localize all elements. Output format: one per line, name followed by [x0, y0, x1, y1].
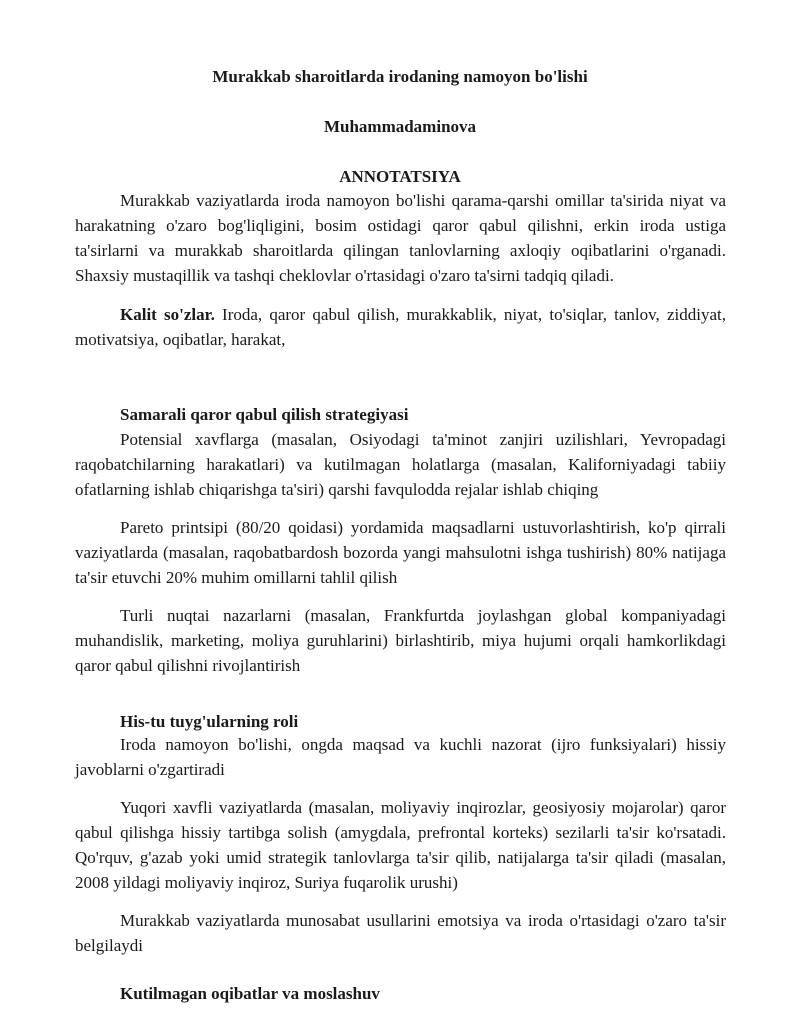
abstract-heading: ANNOTATSIYA: [339, 167, 461, 186]
section-strategy-paragraph-2: Pareto printsipi (80/20 qoidasi) yordamida maqsadlarni ustuvorlashtirish, ko'p qirrali vaziyatlarda (masalan, raqobatbardosh bozorda yangi mahsulotni ishga tushirish) 80% natijaga ta'sir etuvchi 20% muhim omillarni tahlil qilish: [75, 518, 726, 587]
section-emotions-paragraph-3: Murakkab vaziyatlarda munosabat usullarini emotsiya va iroda o'rtasidagi o'zaro ta'sir belgilaydi: [75, 911, 726, 955]
section-heading-consequences: Kutilmagan oqibatlar va moslashuv: [120, 984, 380, 1003]
paper-title: Murakkab sharoitlarda irodaning namoyon bo'lishi: [212, 67, 588, 86]
keywords-text: Iroda, qaror qabul qilish, murakkablik, niyat, to'siqlar, tanlov, ziddiyat, motivatsiya, oqibatlar, harakat,: [75, 305, 726, 349]
section-strategy-paragraph-1: Potensial xavflarga (masalan, Osiyodagi ta'minot zanjiri uzilishlari, Yevropadagi raqobatchilarning harakatlari) va kutilmagan holatlarga (masalan, Kaliforniyadagi tabiiy ofatlarning ishlab chiqarishga ta'siri) qarshi favqulodda rejalar ishlab chiqing: [75, 430, 726, 499]
section-emotions-paragraph-2: Yuqori xavfli vaziyatlarda (masalan, moliyaviy inqirozlar, geosiyosiy mojarolar) qaror qabul qilishga hissiy tartibga solish (amygdala, prefrontal korteks) sezilarli ta'sir ko'rsatadi. Qo'rquv, g'azab yoki umid strategik tanlovlarga ta'sir qilib, natijalarga ta'sir qiladi (masalan, 2008 yildagi moliyaviy inqiroz, Suriya fuqarolik urushi): [75, 798, 726, 892]
section-heading-emotions: His-tu tuyg'ularning roli: [120, 712, 299, 731]
keywords-paragraph: [75, 302, 726, 352]
section-strategy-paragraph-3: Turli nuqtai nazarlarni (masalan, Frankfurtda joylashgan global kompaniyadagi muhandislik, marketing, moliya guruhlarini) birlashtirib, miya hujumi orqali hamkorlikdagi qaror qabul qilishni rivojlantirish: [75, 606, 726, 675]
abstract-text: Murakkab vaziyatlarda iroda namoyon bo'lishi qarama-qarshi omillar ta'sirida niyat va harakatning o'zaro bog'liqligini, bosim ostidagi qaror qabul qilishni, erkin iroda ustiga ta'sirlarni va murakkab sharoitlarda qilingan tanlovlarning axloqiy oqibatlarini o'rganadi. Shaxsiy mustaqillik va tashqi cheklovlar o'rtasidagi o'zaro ta'sirni tadqiq qiladi.: [75, 191, 726, 285]
section-emotions-paragraph-1: Iroda namoyon bo'lishi, ongda maqsad va kuchli nazorat (ijro funksiyalari) hissiy javoblarni o'zgartiradi: [75, 735, 726, 779]
section-heading-strategy: Samarali qaror qabul qilish strategiyasi: [120, 405, 409, 424]
author-name: Muhammadaminova: [323, 117, 477, 136]
keywords-label: Kalit so'zlar.: [120, 305, 215, 324]
